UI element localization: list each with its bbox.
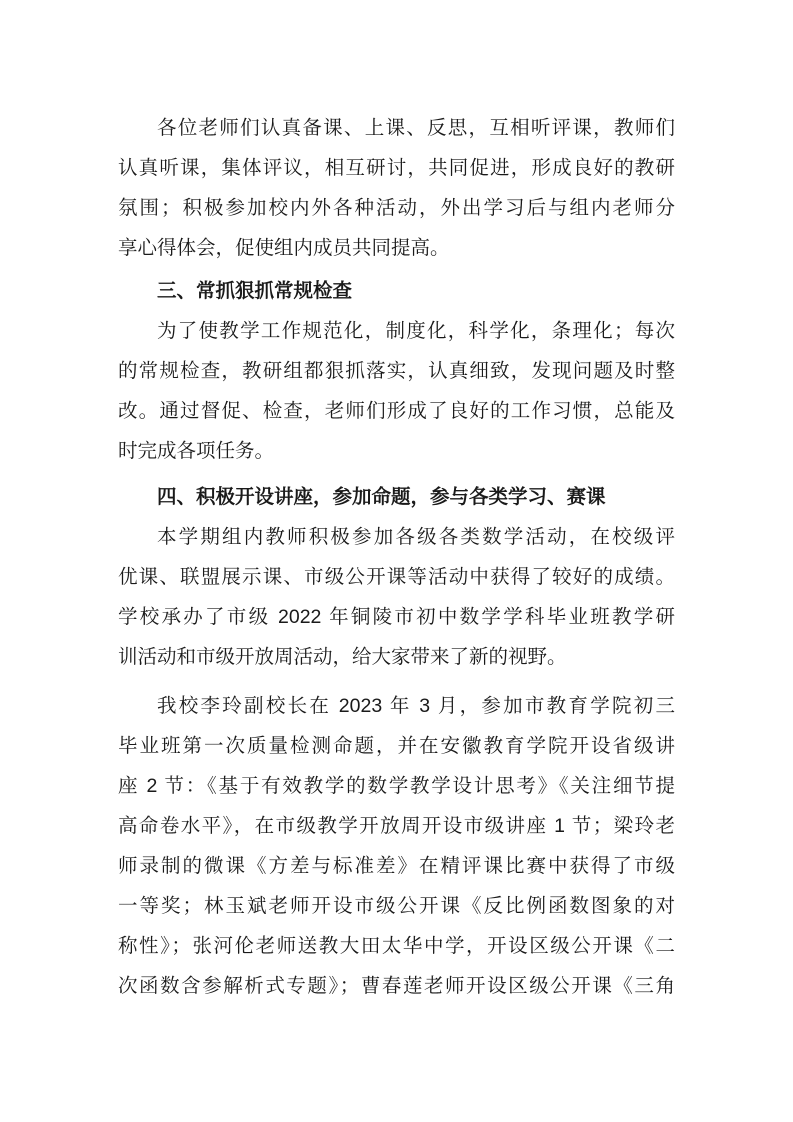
text-line: 学校承办了市级 2022 年铜陵市初中数学学科毕业班教学研 [118, 606, 675, 628]
text-line: 为了使教学工作规范化，制度化，科学化，条理化；每次 [157, 320, 675, 342]
text-line: 训活动和市级开放周活动，给大家带来了新的视野。 [118, 646, 567, 668]
text-line: 时完成各项任务。 [118, 440, 275, 462]
text-line: 次函数含参解析式专题》；曹春莲老师开设区级公开课《三角 [118, 975, 675, 997]
paragraph [118, 686, 675, 1006]
text-line: 优课、联盟展示课、市级公开课等活动中获得了较好的成绩。 [118, 566, 675, 588]
text-line: 座 2 节：《基于有效教学的数学教学设计思考》《关注细节提 [118, 775, 675, 797]
text-line: 称性》；张河伦老师送教大田太华中学，开设区级公开课《二 [118, 935, 675, 957]
text-line: 认真听课，集体评议，相互研讨，共同促进，形成良好的教研 [118, 157, 675, 179]
text-line: 各位老师们认真备课、上课、反思，互相听评课，教师们 [157, 117, 675, 139]
text-line: 一等奖；林玉斌老师开设市级公开课《反比例函数图象的对 [118, 895, 675, 917]
section-heading-4: 四、积极开设讲座，参加命题，参与各类学习、赛课 [157, 486, 606, 508]
text-line: 师录制的微课《方差与标准差》在精评课比赛中获得了市级 [118, 855, 675, 877]
text-line: 享心得体会，促使组内成员共同提高。 [118, 237, 450, 259]
text-line: 改。通过督促、检查，老师们形成了良好的工作习惯，总能及 [118, 400, 675, 422]
paragraph [118, 517, 675, 677]
text-line: 我校李玲副校长在 2023 年 3 月，参加市教育学院初三 [157, 695, 675, 717]
text-line: 的常规检查，教研组都狠抓落实，认真细致，发现问题及时整 [118, 360, 675, 382]
text-line: 高命卷水平》，在市级教学开放周开设市级讲座 1 节；梁玲老 [118, 815, 675, 837]
text-line: 毕业班第一次质量检测命题，并在安徽教育学院开设省级讲 [118, 735, 675, 757]
text-line: 氛围；积极参加校内外各种活动，外出学习后与组内老师分 [118, 197, 675, 219]
paragraph [118, 108, 675, 268]
text-line: 本学期组内教师积极参加各级各类数学活动，在校级评 [157, 526, 675, 548]
document-text-area [118, 108, 675, 1006]
paragraph [118, 311, 675, 471]
section-heading-3: 三、常抓狠抓常规检查 [157, 280, 353, 302]
